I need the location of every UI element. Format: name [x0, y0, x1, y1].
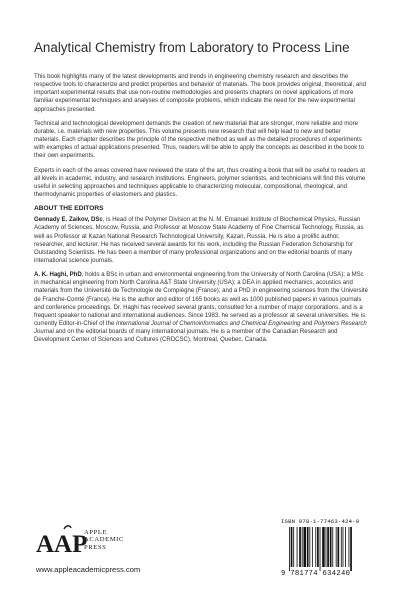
editor-bio-text-1: , is Head of the Polymer Division at the N. M. Emanuel Institute of Biochemical Physics, Russian Academy of Sciences, Moscow, Russia, and Professor at Moscow State Academy of Fine Chemical Technology, Russia, as well as Professor at Kazan National Research Technological University, Kazan, Russia. He is also a prolific author, researcher, and lecturer. He has received several awards for his work, including the Russian Federation Scholarship for Outstanding Scientists. He has been a member of many professional organizations and on the editorial boards of many international science journals.: [34, 217, 364, 264]
barcode-image: [287, 527, 377, 571]
barcode-bar: [330, 527, 332, 567]
barcode-bar: [327, 527, 329, 567]
description-paragraph-3: Experts in each of the areas covered have reviewed the state of the art, thus creating a book that will be useful to readers at all levels in academic, industry, and research institutions. Engineers, polymer scientists, and technicians will find this volume useful in selecting approaches and techniques applicable to characterizing molecular, compositional, rheological, and thermodynamic properties of elastomers and plastics.: [34, 167, 366, 199]
description-paragraph-2: Technical and technological development demands the creation of new material that are stronger, more reliable and more durable, i.e. materials with new properties. This volume presents new research that will help lead to new and better materials. Each chapter describes the principle of the respective method as well as the detailed procedures of experiments with examples of actual applications presented. Thus, readers will be able to apply the concepts as described in the book to their own experiments.: [34, 120, 364, 160]
editor-name-1: Gennady E. Zaikov, DSc: [34, 217, 103, 224]
book-title: Analytical Chemistry from Laboratory to Process Line: [34, 40, 350, 55]
description-paragraph-1: This book highlights many of the latest developments and trends in engineering chemistry research and describes the respective tools to characterize and predict properties and behavior of materials. The book provides original, theoretical, and important experimental results that use non-routine methodologies and presents chapters on novel applications of more familiar experimental techniques and analyses of composite problems, which indicate the need for the new experimental approaches presented.: [34, 74, 366, 113]
publisher-name-line-3: PRESS: [84, 543, 107, 551]
publisher-block: [36, 525, 196, 585]
publisher-website[interactable]: www.appleacademicpress.com: [36, 565, 141, 574]
barcode-bar: [337, 527, 339, 567]
editor-bio-text-2a: , holds a BSc in urban and environmental engineering from the University of North Carolina (USA); a MSc in mechanical engineering from North Carolina A&T State University (USA); a DEA in applied mechanics, acoustics and materials from the Université de Technologie de Compiègne (France); and a PhD in engineering sciences from the Université de Franche-Comté (France). He is the author and editor of 165 books as well as 1000 published papers in various journals and conference proceedings. Dr. Haghi has received several grants, consulted for a number of major corporations, and is a frequent speaker to national and international audiences. Since 1983, he served as a professor at several universities. He is currently Editor-in-Chief of the: [34, 272, 368, 328]
barcode-bar: [322, 527, 325, 567]
barcode-bar: [291, 527, 293, 567]
barcode-digits: 9 781774 634240: [281, 570, 351, 578]
barcode-bar: [317, 527, 319, 567]
barcode-bar: [297, 527, 298, 567]
isbn-label: ISBN 978-1-77463-424-0: [281, 518, 360, 525]
publisher-name: [84, 529, 124, 551]
barcode-bar: [343, 527, 344, 567]
journal-conjunction: and: [300, 321, 314, 328]
barcode-bar: [302, 527, 303, 567]
journal-name-1: International Journal of Chemoinformatics and Chemical Engineering: [116, 321, 301, 328]
editor-bio-2: [34, 271, 368, 344]
barcode-bar: [315, 527, 316, 567]
publisher-logo: [36, 525, 88, 559]
journal-name-2: Polymers Research Journal: [34, 321, 367, 336]
publisher-logo-text: AAP: [36, 531, 88, 558]
isbn-barcode-block: [281, 518, 381, 580]
barcode-bar: [309, 527, 310, 567]
barcode-bar: [320, 527, 321, 571]
barcode-bar: [336, 527, 337, 567]
editor-bio-1: [34, 216, 368, 265]
publisher-name-line-1: APPLE: [84, 529, 108, 536]
barcode-bar: [312, 527, 313, 567]
barcode-bar: [307, 527, 309, 567]
editors-heading: ABOUT THE EDITORS: [34, 205, 104, 213]
barcode-bar: [303, 527, 306, 567]
barcode-bar: [289, 527, 290, 571]
publisher-name-line-2: ACADEMIC: [84, 536, 124, 544]
barcode-bar: [299, 527, 301, 567]
cover-body: [34, 73, 368, 351]
barcode-bar: [332, 527, 333, 567]
barcode-bar: [341, 527, 342, 567]
barcode-bar: [326, 527, 327, 567]
editor-bio-text-2b: and on the editorial boards of many international journals. He is a member of the Canadian Research and Development Center of Sciences and Cultures (CRDCSC), Montreal, Quebec, Canada.: [34, 329, 338, 344]
barcode-bar: [293, 527, 294, 567]
barcode-bar: [345, 527, 346, 567]
editor-name-2: A. K. Haghi, PhD: [34, 272, 82, 279]
barcode-bar: [350, 527, 352, 571]
barcode-bar: [349, 527, 350, 567]
